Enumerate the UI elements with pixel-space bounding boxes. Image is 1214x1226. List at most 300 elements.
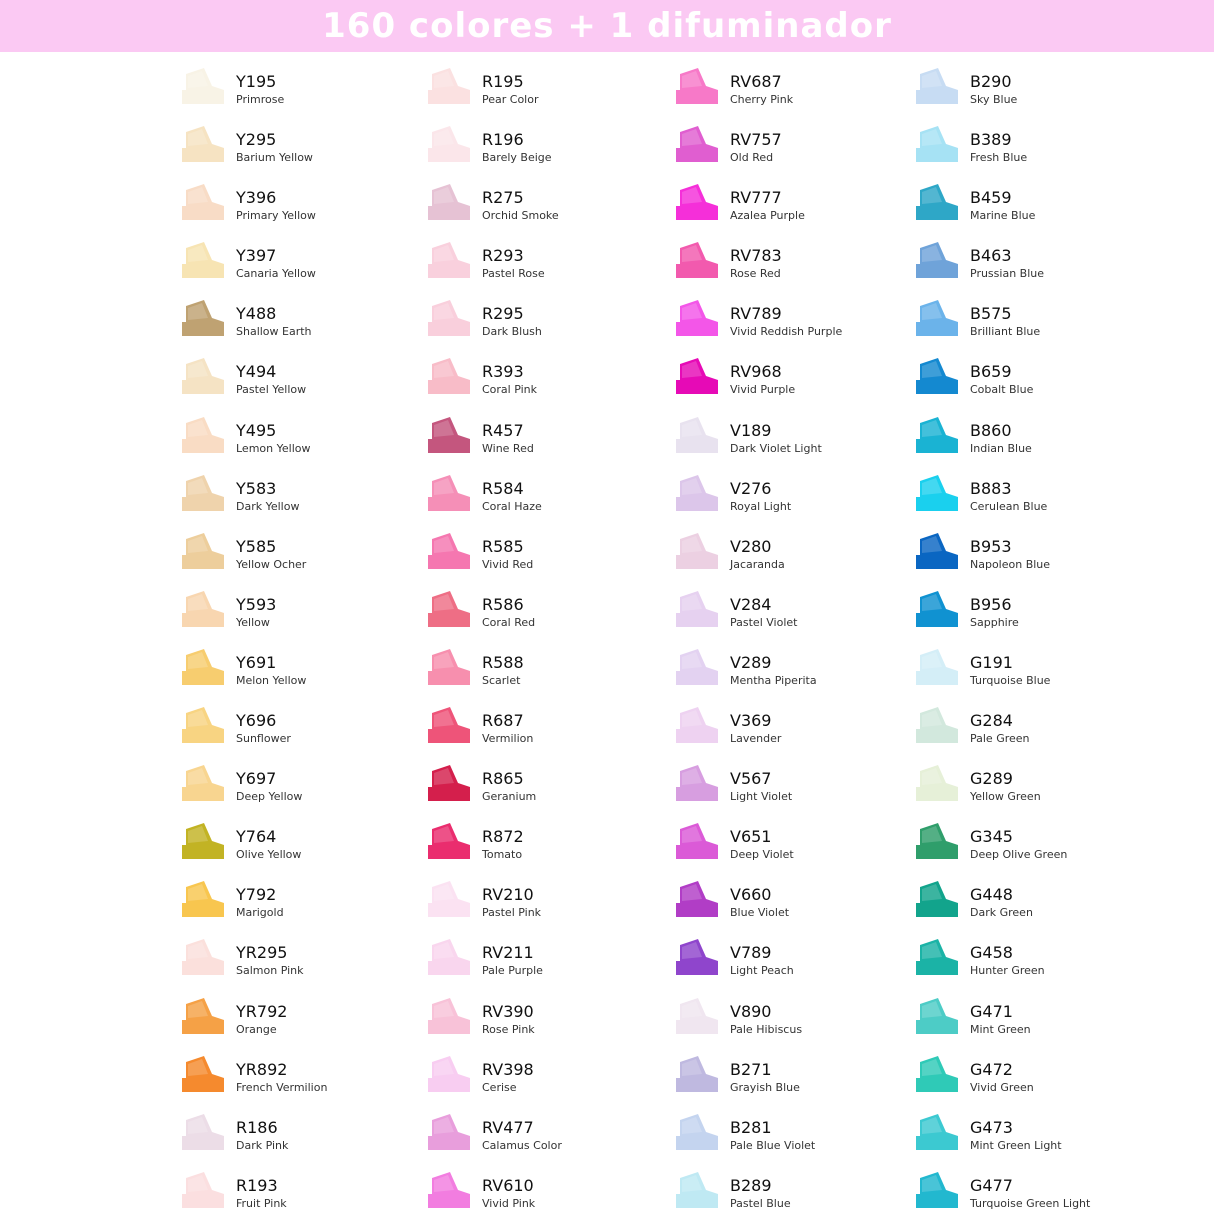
color-code: R195 (482, 72, 524, 91)
color-code: R588 (482, 652, 524, 672)
marker-swatch-icon (182, 998, 224, 1034)
color-swatch-item (426, 645, 686, 703)
color-name: Marine Blue (970, 209, 1036, 223)
marker-swatch-icon (916, 765, 958, 801)
color-swatch-item (674, 296, 934, 354)
color-swatch-item (914, 413, 1174, 471)
color-code: B289 (730, 1175, 772, 1195)
color-name: Light Violet (730, 790, 793, 804)
color-name: Orange (236, 1022, 277, 1036)
color-name: Pale Green (970, 732, 1030, 746)
marker-swatch-icon (182, 591, 224, 627)
color-swatch-item (180, 180, 440, 238)
color-name: Pastel Pink (482, 906, 542, 920)
marker-swatch-icon (428, 242, 470, 278)
color-code: R585 (482, 536, 524, 556)
color-swatch-item (674, 994, 934, 1052)
marker-swatch-icon (428, 823, 470, 859)
color-name: Cerulean Blue (970, 499, 1048, 513)
color-name: Sapphire (970, 615, 1019, 629)
color-name: Pastel Blue (730, 1196, 791, 1210)
marker-swatch-icon (676, 475, 718, 511)
color-code: Y583 (236, 478, 277, 498)
color-swatch-item (674, 819, 934, 877)
color-code: B953 (970, 536, 1012, 556)
marker-swatch-icon (428, 1056, 470, 1092)
marker-swatch-icon (182, 649, 224, 685)
color-name: Light Peach (730, 964, 794, 978)
color-code: G458 (970, 943, 1013, 963)
color-name: Melon Yellow (236, 673, 307, 687)
marker-swatch-icon (182, 765, 224, 801)
color-code: R865 (482, 769, 524, 789)
color-code: V567 (730, 769, 772, 789)
color-code: B389 (970, 130, 1012, 150)
color-name: Turquoise Blue (970, 673, 1051, 687)
marker-swatch-icon (428, 68, 470, 104)
color-code: Y696 (236, 711, 277, 731)
color-code: Y397 (236, 246, 277, 266)
marker-swatch-icon (676, 68, 718, 104)
color-swatch-item (426, 877, 686, 935)
color-code: B575 (970, 304, 1012, 324)
color-code: R193 (236, 1175, 278, 1195)
color-swatch-item (180, 587, 440, 645)
marker-swatch-icon (676, 823, 718, 859)
color-swatch-item (914, 296, 1174, 354)
marker-swatch-icon (428, 358, 470, 394)
color-name: Turquoise Green Light (970, 1196, 1091, 1210)
color-swatch-item (180, 877, 440, 935)
marker-swatch-icon (916, 939, 958, 975)
color-swatch-item (180, 354, 440, 412)
color-code: R275 (482, 188, 524, 208)
color-name: Sky Blue (970, 93, 1018, 106)
color-column (426, 64, 686, 1226)
color-swatch-item (674, 1110, 934, 1168)
color-name: Yellow (236, 615, 270, 629)
color-name: Geranium (482, 790, 537, 804)
color-code: RV398 (482, 1059, 534, 1079)
color-name: Coral Pink (482, 383, 538, 397)
marker-swatch-icon (676, 184, 718, 220)
marker-swatch-icon (676, 1114, 718, 1150)
color-name: Pale Blue Violet (730, 1138, 816, 1152)
color-name: Yellow Ocher (236, 557, 307, 571)
color-swatch-item (674, 877, 934, 935)
color-column (674, 64, 934, 1226)
color-name: Mint Green Light (970, 1138, 1062, 1152)
color-name: Vivid Red (482, 557, 534, 571)
color-name: Indian Blue (970, 441, 1032, 455)
marker-swatch-icon (428, 1114, 470, 1150)
marker-swatch-icon (182, 1056, 224, 1092)
marker-swatch-icon (676, 881, 718, 917)
color-name: Lavender (730, 732, 782, 746)
color-swatch-item (426, 354, 686, 412)
color-code: Y585 (236, 536, 277, 556)
color-swatch-item (914, 64, 1174, 122)
marker-swatch-icon (916, 475, 958, 511)
color-code: B271 (730, 1059, 772, 1079)
color-code: B860 (970, 420, 1012, 440)
marker-swatch-icon (428, 533, 470, 569)
marker-swatch-icon (182, 1172, 224, 1208)
color-swatch-item (674, 238, 934, 296)
color-name: Pastel Yellow (236, 383, 307, 397)
color-code: R457 (482, 420, 524, 440)
marker-swatch-icon (916, 1056, 958, 1092)
color-swatch-item (426, 296, 686, 354)
color-name: Cerise (482, 1080, 517, 1094)
marker-swatch-icon (182, 126, 224, 162)
marker-swatch-icon (676, 649, 718, 685)
color-code: V276 (730, 478, 772, 498)
color-name: Vivid Pink (482, 1196, 536, 1210)
color-code: Y494 (236, 362, 277, 382)
color-code: B659 (970, 362, 1012, 382)
color-code: G284 (970, 711, 1013, 731)
color-code: Y792 (236, 885, 277, 905)
color-name: Fresh Blue (970, 151, 1028, 165)
color-name: Dark Blush (482, 325, 542, 339)
color-swatch-item (426, 994, 686, 1052)
color-code: RV777 (730, 188, 782, 208)
marker-swatch-icon (676, 1172, 718, 1208)
color-code: B459 (970, 188, 1012, 208)
marker-swatch-icon (676, 126, 718, 162)
color-code: G473 (970, 1117, 1013, 1137)
marker-swatch-icon (182, 533, 224, 569)
color-swatch-item (426, 122, 686, 180)
marker-swatch-icon (916, 68, 958, 104)
color-swatch-item (914, 935, 1174, 993)
marker-swatch-icon (428, 707, 470, 743)
color-column (180, 64, 440, 1226)
color-swatch-item (426, 471, 686, 529)
color-swatch-item (914, 1052, 1174, 1110)
marker-swatch-icon (916, 1172, 958, 1208)
color-code: RV390 (482, 1001, 534, 1021)
color-swatch-item (674, 471, 934, 529)
color-name: Yellow Green (970, 790, 1041, 804)
color-code: G477 (970, 1175, 1013, 1195)
marker-swatch-icon (676, 417, 718, 453)
color-swatch-item (674, 587, 934, 645)
marker-swatch-icon (916, 126, 958, 162)
color-name: Deep Olive Green (970, 848, 1068, 862)
color-swatch-item (674, 761, 934, 819)
color-swatch-item (180, 64, 440, 122)
marker-swatch-icon (428, 475, 470, 511)
color-swatch-item (426, 587, 686, 645)
marker-swatch-icon (676, 1056, 718, 1092)
color-name: Pale Hibiscus (730, 1022, 803, 1036)
color-swatch-item (674, 122, 934, 180)
color-code: G345 (970, 827, 1013, 847)
color-swatch-item (426, 180, 686, 238)
color-code: G471 (970, 1001, 1013, 1021)
color-swatch-item (180, 1110, 440, 1168)
color-code: B883 (970, 478, 1012, 498)
color-code: R584 (482, 478, 524, 498)
color-swatch-item (426, 64, 686, 122)
color-swatch-item (674, 645, 934, 703)
marker-swatch-icon (676, 358, 718, 394)
color-code: R196 (482, 130, 524, 150)
color-code: V660 (730, 885, 772, 905)
marker-swatch-icon (916, 707, 958, 743)
color-swatch-item (914, 1110, 1174, 1168)
color-name: Hunter Green (970, 964, 1045, 978)
color-code: G472 (970, 1059, 1013, 1079)
color-name: Primrose (236, 93, 285, 106)
color-code: R393 (482, 362, 524, 382)
banner-title: 160 colores + 1 difuminador (322, 6, 892, 46)
color-name: Shallow Earth (236, 325, 312, 339)
color-name: Deep Yellow (236, 790, 303, 804)
color-swatch-item (180, 529, 440, 587)
color-swatch-item (426, 819, 686, 877)
color-name: Fruit Pink (236, 1196, 287, 1210)
color-code: RV610 (482, 1175, 534, 1195)
color-code: G448 (970, 885, 1013, 905)
marker-swatch-icon (428, 417, 470, 453)
color-code: RV968 (730, 362, 782, 382)
color-code: Y488 (236, 304, 277, 324)
color-code: G191 (970, 652, 1013, 672)
color-swatch-item (914, 471, 1174, 529)
color-code: R293 (482, 246, 524, 266)
color-name: Dark Green (970, 906, 1033, 920)
marker-swatch-icon (428, 881, 470, 917)
marker-swatch-icon (916, 1114, 958, 1150)
color-name: Rose Pink (482, 1022, 535, 1036)
color-swatch-item (914, 994, 1174, 1052)
color-name: Sunflower (236, 732, 291, 746)
color-name: Pastel Rose (482, 267, 545, 281)
marker-swatch-icon (182, 358, 224, 394)
color-name: Primary Yellow (236, 209, 316, 223)
color-code: Y691 (236, 652, 277, 672)
color-swatch-item (914, 819, 1174, 877)
marker-swatch-icon (182, 475, 224, 511)
color-code: V284 (730, 594, 772, 614)
marker-swatch-icon (428, 939, 470, 975)
color-code: RV783 (730, 246, 782, 266)
color-swatch-item (914, 529, 1174, 587)
marker-swatch-icon (182, 823, 224, 859)
color-code: V289 (730, 652, 772, 672)
color-code: R586 (482, 594, 524, 614)
color-code: Y495 (236, 420, 277, 440)
marker-swatch-icon (916, 591, 958, 627)
color-swatch-item (914, 587, 1174, 645)
color-swatch-item (180, 1168, 440, 1226)
color-code: RV211 (482, 943, 534, 963)
color-name: Jacaranda (730, 557, 785, 571)
color-name: Dark Pink (236, 1138, 289, 1152)
color-name: Salmon Pink (236, 964, 304, 978)
color-name: Vermilion (482, 732, 534, 746)
color-name: Pear Color (482, 93, 539, 106)
color-swatch-item (180, 238, 440, 296)
color-code: V651 (730, 827, 772, 847)
color-code: B956 (970, 594, 1012, 614)
color-name: Scarlet (482, 673, 521, 687)
color-code: Y593 (236, 594, 277, 614)
color-swatch-item (914, 703, 1174, 761)
color-swatch-item (674, 413, 934, 471)
color-code: RV210 (482, 885, 534, 905)
color-swatch-item (674, 64, 934, 122)
marker-swatch-icon (676, 707, 718, 743)
color-code: G289 (970, 769, 1013, 789)
color-swatch-item (426, 1110, 686, 1168)
color-code: Y764 (236, 827, 277, 847)
marker-swatch-icon (676, 242, 718, 278)
color-name: Dark Yellow (236, 499, 300, 513)
color-code: V789 (730, 943, 772, 963)
marker-swatch-icon (428, 998, 470, 1034)
color-name: Grayish Blue (730, 1080, 800, 1094)
color-swatch-item (180, 819, 440, 877)
marker-swatch-icon (182, 184, 224, 220)
color-swatch-item (180, 761, 440, 819)
marker-swatch-icon (676, 939, 718, 975)
color-swatch-item (180, 645, 440, 703)
color-code: YR892 (236, 1059, 288, 1079)
color-code: RV757 (730, 130, 782, 150)
color-column (914, 64, 1174, 1226)
marker-swatch-icon (916, 184, 958, 220)
color-swatch-item (426, 935, 686, 993)
color-swatch-item (180, 122, 440, 180)
color-name: Deep Violet (730, 848, 794, 862)
color-swatch-item (180, 471, 440, 529)
color-name: Barium Yellow (236, 151, 313, 165)
color-name: Pale Purple (482, 964, 543, 978)
marker-swatch-icon (676, 591, 718, 627)
color-name: Brilliant Blue (970, 325, 1041, 339)
color-swatch-item (426, 1168, 686, 1226)
color-swatch-item (674, 354, 934, 412)
marker-swatch-icon (182, 68, 224, 104)
color-swatch-item (180, 413, 440, 471)
color-swatch-item (914, 877, 1174, 935)
color-code: B290 (970, 72, 1012, 91)
color-code: RV477 (482, 1117, 534, 1137)
color-name: Royal Light (730, 499, 792, 513)
marker-swatch-icon (182, 707, 224, 743)
color-swatch-item (180, 994, 440, 1052)
color-code: V369 (730, 711, 772, 731)
color-code: RV789 (730, 304, 782, 324)
marker-swatch-icon (916, 649, 958, 685)
color-name: Pastel Violet (730, 615, 798, 629)
color-name: Coral Red (482, 615, 536, 629)
color-name: Mint Green (970, 1022, 1031, 1036)
color-swatch-item (914, 238, 1174, 296)
color-name: Tomato (482, 848, 523, 862)
color-name: Prussian Blue (970, 267, 1045, 281)
color-name: Coral Haze (482, 499, 542, 513)
color-code: RV687 (730, 72, 782, 91)
color-name: Wine Red (482, 441, 534, 455)
marker-swatch-icon (428, 300, 470, 336)
marker-swatch-icon (916, 300, 958, 336)
color-code: Y295 (236, 130, 277, 150)
marker-swatch-icon (916, 998, 958, 1034)
color-name: Cherry Pink (730, 93, 794, 106)
color-code: Y195 (236, 72, 277, 91)
marker-swatch-icon (676, 765, 718, 801)
color-name: Olive Yellow (236, 848, 302, 862)
color-swatch-item (674, 1168, 934, 1226)
color-swatch-item (426, 761, 686, 819)
color-name: Dark Violet Light (730, 441, 822, 455)
color-name: Lemon Yellow (236, 441, 311, 455)
marker-swatch-icon (916, 417, 958, 453)
marker-swatch-icon (182, 1114, 224, 1150)
color-swatch-item (914, 180, 1174, 238)
color-swatch-item (426, 529, 686, 587)
color-swatch-item (674, 935, 934, 993)
color-name: Canaria Yellow (236, 267, 316, 281)
color-name: Calamus Color (482, 1138, 562, 1152)
color-swatch-item (180, 703, 440, 761)
marker-swatch-icon (916, 242, 958, 278)
color-swatch-item (426, 1052, 686, 1110)
color-code: R295 (482, 304, 524, 324)
marker-swatch-icon (182, 881, 224, 917)
color-code: Y697 (236, 769, 277, 789)
color-swatch-item (914, 645, 1174, 703)
color-code: R872 (482, 827, 524, 847)
color-swatch-item (180, 935, 440, 993)
color-swatch-item (674, 180, 934, 238)
marker-swatch-icon (676, 533, 718, 569)
color-swatch-item (674, 529, 934, 587)
color-code: YR792 (236, 1001, 288, 1021)
color-name: Vivid Reddish Purple (730, 325, 843, 339)
color-name: Orchid Smoke (482, 209, 559, 223)
color-code: V890 (730, 1001, 772, 1021)
color-code: R687 (482, 711, 524, 731)
color-swatch-item (426, 238, 686, 296)
color-name: Barely Beige (482, 151, 552, 165)
color-code: Y396 (236, 188, 277, 208)
color-swatch-item (914, 761, 1174, 819)
marker-swatch-icon (916, 881, 958, 917)
marker-swatch-icon (428, 649, 470, 685)
marker-swatch-icon (676, 998, 718, 1034)
color-name: Marigold (236, 906, 284, 920)
marker-swatch-icon (182, 417, 224, 453)
color-code: V280 (730, 536, 772, 556)
color-name: Azalea Purple (730, 209, 805, 223)
color-name: Vivid Green (970, 1080, 1034, 1094)
color-name: Rose Red (730, 267, 781, 281)
marker-swatch-icon (428, 591, 470, 627)
marker-swatch-icon (428, 765, 470, 801)
marker-swatch-icon (182, 300, 224, 336)
color-swatch-item (426, 703, 686, 761)
color-swatch-item (914, 1168, 1174, 1226)
marker-swatch-icon (916, 358, 958, 394)
color-name: Cobalt Blue (970, 383, 1034, 397)
color-swatch-item (914, 354, 1174, 412)
